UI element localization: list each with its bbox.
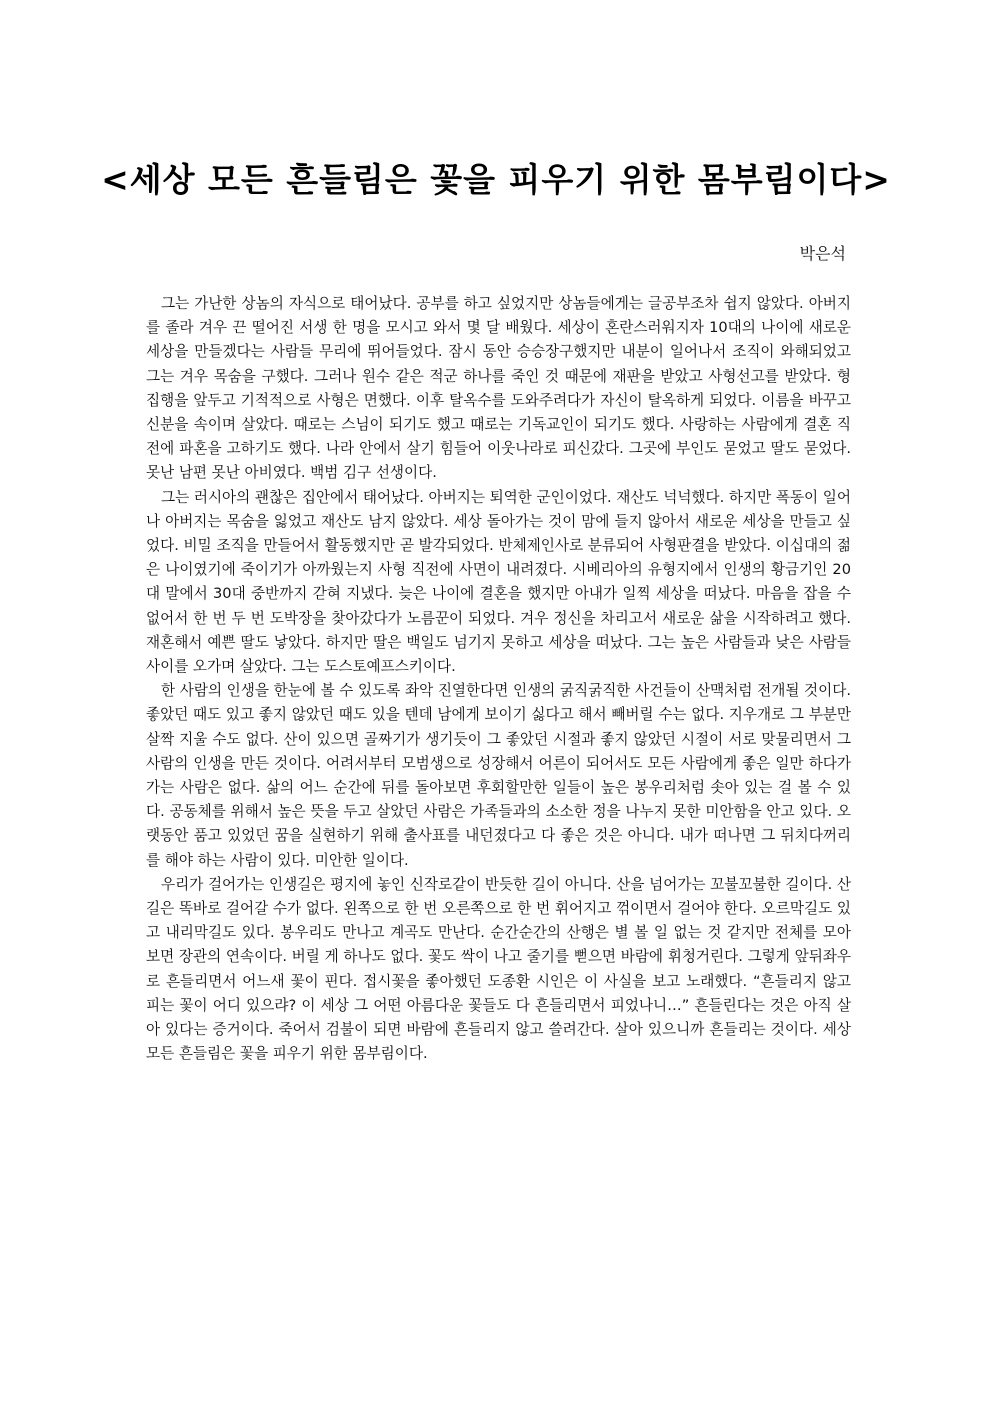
- author-name: 박은석: [799, 244, 846, 263]
- page-title: <세상 모든 흔들림은 꽃을 피우기 위한 몸부림이다>: [101, 160, 891, 199]
- paragraph: 한 사람의 인생을 한눈에 볼 수 있도록 좌악 진열한다면 인생의 굵직굵직한 사건들이 산맥처럼 전개될 것이다. 좋았던 때도 있고 좋지 않았던 때도 있을 텐데 남에게 보이기 싫다고 해서 빼버릴 수는 없다. 지우개로 그 부분만 살짝 지울 수도 없다. 산이 있으면 골짜기가 생기듯이 그 좋았던 시절과 좋지 않았던 시절이 서로 맞물리면서 그 사람의 인생을 만든 것이다. 어려서부터 모범생으로 성장해서 어른이 되어서도 모든 사람에게 좋은 일만 하다가 가는 사람은 없다. 삶의 어느 순간에 뒤를 돌아보면 후회할만한 일들이 높은 봉우리처럼 솟아 있는 걸 볼 수 있다. 공동체를 위해서 높은 뜻을 두고 살았던 사람은 가족들과의 소소한 정을 나누지 못한 미안함을 안고 있다. 오랫동안 품고 있었던 꿈을 실현하기 위해 출사표를 내던졌다고 다 좋은 것은 아니다. 내가 떠나면 그 뒤치다꺼리를 해야 하는 사람이 있다. 미안한 일이다.: [146, 682, 851, 869]
- essay-body: [146, 292, 851, 1067]
- paragraph: 그는 러시아의 괜찮은 집안에서 태어났다. 아버지는 퇴역한 군인이었다. 재산도 넉넉했다. 하지만 폭동이 일어나 아버지는 목숨을 잃었고 재산도 남지 않았다. 세상 돌아가는 것이 맘에 들지 않아서 새로운 세상을 만들고 싶었다. 비밀 조직을 만들어서 활동했지만 곧 발각되었다. 반체제인사로 분류되어 사형판결을 받았다. 이십대의 젊은 나이였기에 죽이기가 아까웠는지 사형 직전에 사면이 내려졌다. 시베리아의 유형지에서 인생의 황금기인 20대 말에서 30대 중반까지 갇혀 지냈다. 늦은 나이에 결혼을 했지만 아내가 일찍 세상을 떠났다. 마음을 잡을 수 없어서 한 번 두 번 도박장을 찾아갔다가 노름꾼이 되었다. 겨우 정신을 차리고서 새로운 삶을 시작하려고 했다. 재혼해서 예쁜 딸도 낳았다. 하지만 딸은 백일도 넘기지 못하고 세상을 떠났다. 그는 높은 사람들과 낮은 사람들 사이를 오가며 살았다. 그는 도스토예프스키이다.: [146, 488, 851, 676]
- paragraph: 우리가 걸어가는 인생길은 평지에 놓인 신작로같이 반듯한 길이 아니다. 산을 넘어가는 꼬불꼬불한 길이다. 산길은 똑바로 걸어갈 수가 없다. 왼쪽으로 한 번 오른쪽으로 한 번 휘어지고 꺾이면서 걸어야 한다. 오르막길도 있고 내리막길도 있다. 봉우리도 만나고 계곡도 만난다. 순간순간의 산행은 별 볼 일 없는 것 같지만 전체를 모아 보면 장관의 연속이다. 버릴 게 하나도 없다. 꽃도 싹이 나고 줄기를 뻗으면 바람에 휘청거린다. 그렇게 앞뒤좌우로 흔들리면서 어느새 꽃이 핀다. 접시꽃을 좋아했던 도종환 시인은 이 사실을 보고 노래했다. “흔들리지 않고 피는 꽃이 어디 있으랴? 이 세상 그 어떤 아름다운 꽃들도 다 흔들리면서 피었나니…” 흔들린다는 것은 아직 살아 있다는 증거이다. 죽어서 검불이 되면 바람에 흔들리지 않고 쓸려간다. 살아 있으니까 흔들리는 것이다. 세상 모든 흔들림은 꽃을 피우기 위한 몸부림이다.: [146, 875, 851, 1063]
- paragraph: 그는 가난한 상놈의 자식으로 태어났다. 공부를 하고 싶었지만 상놈들에게는 글공부조차 쉽지 않았다. 아버지를 졸라 겨우 끈 떨어진 서생 한 명을 모시고 와서 몇 달 배웠다. 세상이 혼란스러워지자 10대의 나이에 새로운 세상을 만들겠다는 사람들 무리에 뛰어들었다. 잠시 동안 승승장구했지만 내분이 일어나서 조직이 와해되었고 그는 겨우 목숨을 구했다. 그러나 원수 같은 적군 하나를 죽인 것 때문에 재판을 받았고 사형선고를 받았다. 형 집행을 앞두고 기적적으로 사형은 면했다. 이후 탈옥수를 도와주려다가 자신이 탈옥하게 되었다. 이름을 바꾸고 신분을 속이며 살았다. 때로는 스님이 되기도 했고 때로는 기독교인이 되기도 했다. 사랑하는 사람에게 결혼 직전에 파혼을 고하기도 했다. 나라 안에서 살기 힘들어 이웃나라로 피신갔다. 그곳에 부인도 묻었고 딸도 묻었다. 못난 남편 못난 아비였다. 백범 김구 선생이다.: [146, 295, 851, 482]
